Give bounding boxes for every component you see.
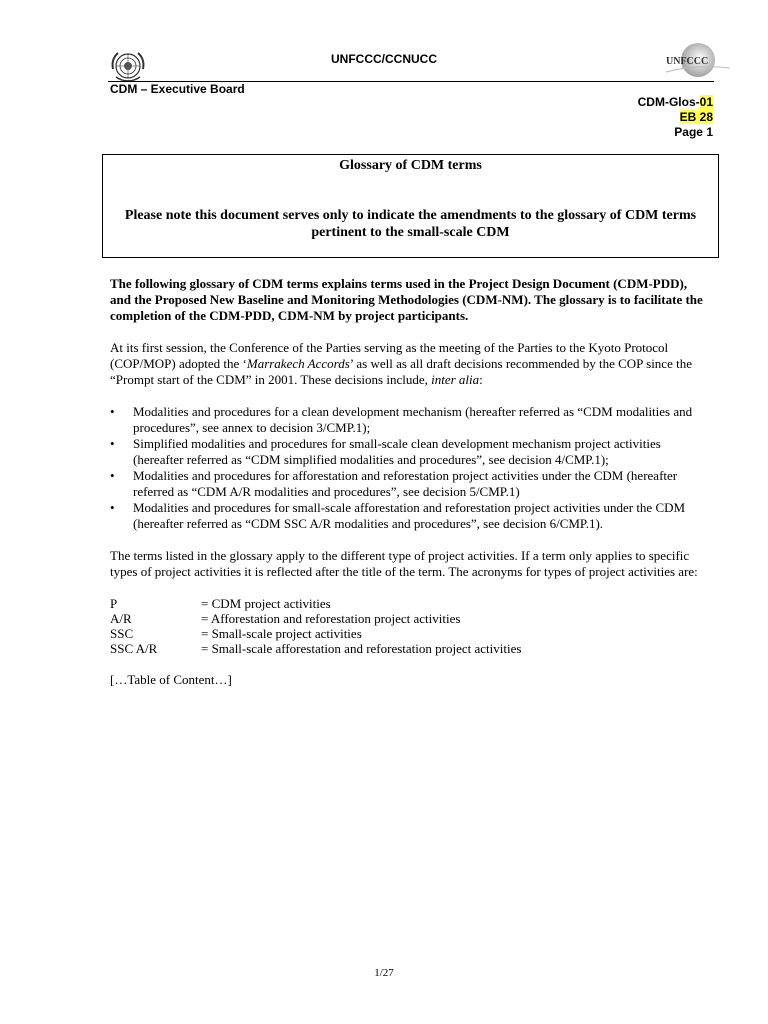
- unfccc-logo-text: UNFCCC: [666, 56, 709, 67]
- acronym: SSC: [110, 626, 134, 641]
- bullet-icon: •: [110, 500, 115, 515]
- terms-paragraph: The terms listed in the glossary apply to the different type of project activities. If a term only applies to specific types of project activities it is reflected after the title of the term. The acronyms for types of project activities are:: [110, 548, 698, 579]
- intro-paragraph: The following glossary of CDM terms explains terms used in the Project Design Document (CDM-PDD), and the Proposed New Baseline and Monitoring Methodologies (CDM-NM). The glossary is to facilitate the completion of the CDM-PDD, CDM-NM by project participants.: [110, 276, 703, 323]
- document-code-number: 01: [699, 95, 713, 109]
- list-item-text: Modalities and procedures for afforestation and reforestation project activities under the CDM (hereafter referred as “CDM A/R modalities and procedures”, see decision 5/CMP.1): [133, 468, 678, 499]
- acronym-definition: = Afforestation and reforestation project activities: [201, 611, 461, 626]
- table-row: [110, 626, 521, 641]
- list-item: [110, 404, 710, 436]
- bullet-icon: •: [110, 468, 115, 483]
- acronym: A/R: [110, 611, 132, 626]
- document-code-prefix: CDM-Glos-: [637, 95, 700, 109]
- list-item: [110, 500, 710, 532]
- acronym: P: [110, 596, 118, 611]
- decisions-list: [110, 404, 710, 532]
- acronym-definition: = Small-scale afforestation and reforestation project activities: [201, 641, 522, 656]
- bullet-icon: •: [110, 404, 115, 419]
- list-item-text: Modalities and procedures for small-scale afforestation and reforestation project activities under the CDM (hereafter referred as “CDM SSC A/R modalities and procedures”, see decision 6/CMP.1).: [133, 500, 686, 531]
- table-row: [110, 596, 521, 611]
- document-code: [638, 95, 713, 110]
- list-item: [110, 436, 710, 468]
- amendment-note: Please note this document serves only to indicate the amendments to the glossary of CDM terms pertinent to the small-scale CDM: [124, 208, 697, 240]
- title-box: [102, 154, 719, 258]
- document-reference: [638, 95, 713, 140]
- list-item: [110, 468, 710, 500]
- acronym-definition: = Small-scale project activities: [201, 626, 362, 641]
- unfccc-logo: [660, 42, 732, 82]
- meeting-number: EB 28: [679, 110, 713, 124]
- session-text-c: :: [479, 372, 483, 387]
- inter-alia-term: inter alia: [431, 372, 480, 387]
- page-number: Page 1: [674, 125, 713, 139]
- session-paragraph: [110, 340, 710, 388]
- marrakech-accords-term: Marrakech Accords: [246, 356, 350, 371]
- table-row: [110, 641, 521, 656]
- acronym-definition: = CDM project activities: [201, 596, 331, 611]
- acronym-table: [110, 596, 521, 656]
- table-row: [110, 611, 521, 626]
- table-of-content-placeholder: […Table of Content…]: [110, 672, 232, 687]
- document-title: Glossary of CDM terms: [339, 158, 482, 173]
- footer-page-count: 1/27: [374, 967, 394, 979]
- session-text-a: At its first session, the Conference of the Parties serving as the meeting of the Parties to the Kyoto Protocol (COP/MOP) adopted the ‘: [110, 340, 669, 371]
- list-item-text: Simplified modalities and procedures for small-scale clean development mechanism project activities (hereafter referred as “CDM simplified modalities and procedures”, see decision 4/CMP.1);: [133, 436, 661, 467]
- document-body: [110, 276, 710, 688]
- acronym: SSC A/R: [110, 641, 158, 656]
- bullet-icon: •: [110, 436, 115, 451]
- header-board-name: CDM – Executive Board: [110, 82, 245, 96]
- list-item-text: Modalities and procedures for a clean development mechanism (hereafter referred as “CDM modalities and procedures”, see annex to decision 3/CMP.1);: [133, 404, 693, 435]
- session-text-b: ’ as well as all draft decisions recommended by the COP since the “Prompt start of the CDM” in 2001. These decisions include,: [110, 356, 692, 387]
- header-organization: UNFCCC/CCNUCC: [331, 52, 437, 66]
